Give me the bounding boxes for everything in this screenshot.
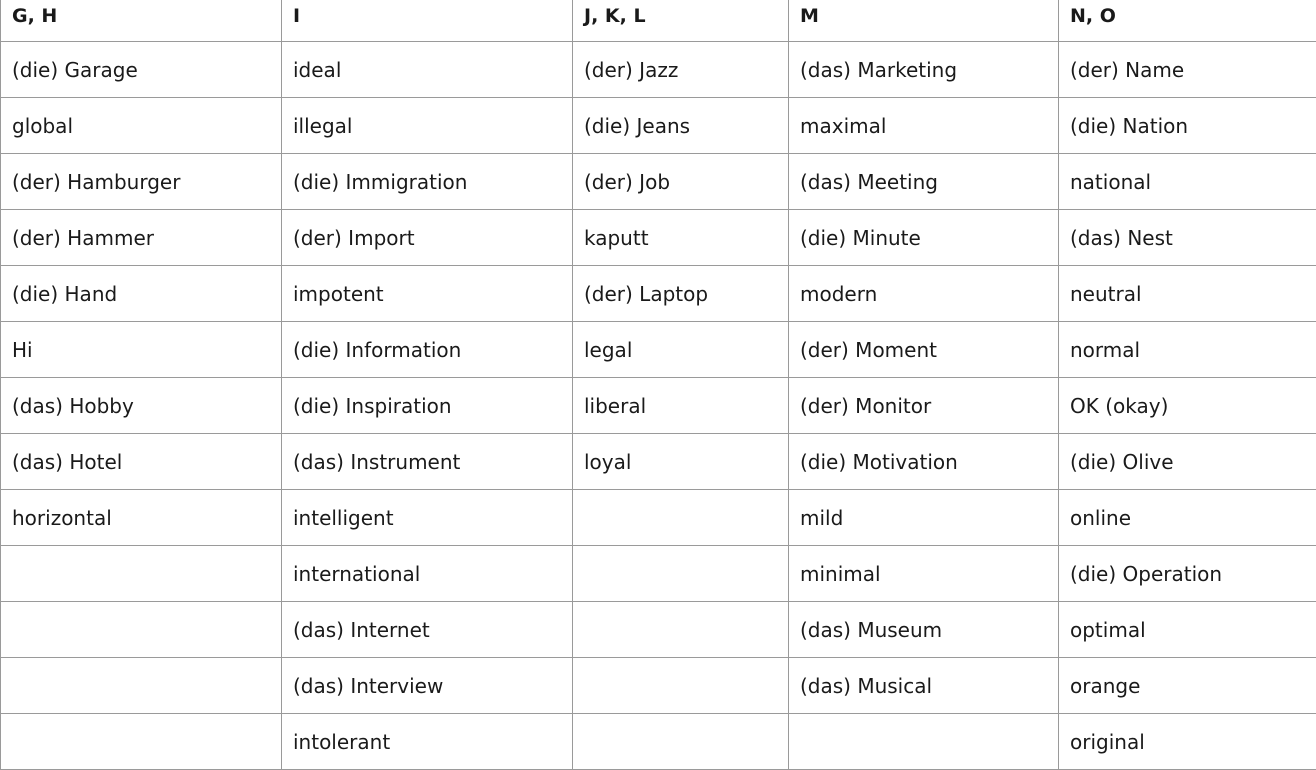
table-cell: (die) Minute	[789, 210, 1059, 266]
table-cell	[1, 602, 282, 658]
table-cell: OK (okay)	[1059, 378, 1316, 434]
table-row	[1, 546, 1316, 602]
table-cell: liberal	[573, 378, 789, 434]
table-row	[1, 602, 1316, 658]
table-cell	[1, 658, 282, 714]
column-header-g-h: G, H	[1, 0, 282, 42]
table-cell: (das) Musical	[789, 658, 1059, 714]
header-row	[1, 0, 1316, 42]
table-cell: orange	[1059, 658, 1316, 714]
column-header-m: M	[789, 0, 1059, 42]
table-cell: (der) Monitor	[789, 378, 1059, 434]
table-cell: original	[1059, 714, 1316, 770]
table-cell: (der) Import	[282, 210, 573, 266]
table-cell	[789, 714, 1059, 770]
table-cell: (die) Olive	[1059, 434, 1316, 490]
table-cell	[573, 602, 789, 658]
table-cell: normal	[1059, 322, 1316, 378]
table-row	[1, 658, 1316, 714]
table-cell: (das) Marketing	[789, 42, 1059, 98]
table-cell	[573, 658, 789, 714]
table-cell: (die) Garage	[1, 42, 282, 98]
table-cell: maximal	[789, 98, 1059, 154]
table-cell: optimal	[1059, 602, 1316, 658]
table-row	[1, 378, 1316, 434]
table-cell: (das) Interview	[282, 658, 573, 714]
table-cell	[1, 546, 282, 602]
table-cell: global	[1, 98, 282, 154]
table-cell: (das) Hotel	[1, 434, 282, 490]
table-cell: (das) Hobby	[1, 378, 282, 434]
table-cell: neutral	[1059, 266, 1316, 322]
table-cell: Hi	[1, 322, 282, 378]
table-cell: (der) Jazz	[573, 42, 789, 98]
table-cell: (das) Instrument	[282, 434, 573, 490]
table-cell: (das) Internet	[282, 602, 573, 658]
table-cell: intolerant	[282, 714, 573, 770]
table-cell: (die) Operation	[1059, 546, 1316, 602]
table-row	[1, 154, 1316, 210]
table-cell: loyal	[573, 434, 789, 490]
table-cell: (die) Nation	[1059, 98, 1316, 154]
table-cell: international	[282, 546, 573, 602]
table-cell: horizontal	[1, 490, 282, 546]
table-row	[1, 490, 1316, 546]
column-header-j-k-l: J, K, L	[573, 0, 789, 42]
table-cell: (die) Inspiration	[282, 378, 573, 434]
table-cell: (die) Motivation	[789, 434, 1059, 490]
table-cell: legal	[573, 322, 789, 378]
table-header	[1, 0, 1316, 42]
table-cell: (der) Moment	[789, 322, 1059, 378]
table-cell: (die) Hand	[1, 266, 282, 322]
table-cell: (der) Name	[1059, 42, 1316, 98]
table-cell: (die) Immigration	[282, 154, 573, 210]
table-cell: (der) Job	[573, 154, 789, 210]
table-cell: kaputt	[573, 210, 789, 266]
table-row	[1, 434, 1316, 490]
table-row	[1, 98, 1316, 154]
table-cell: (der) Hamburger	[1, 154, 282, 210]
table-cell	[573, 546, 789, 602]
table-row	[1, 714, 1316, 770]
table-cell: national	[1059, 154, 1316, 210]
table-cell: minimal	[789, 546, 1059, 602]
table-row	[1, 42, 1316, 98]
table-cell: (das) Meeting	[789, 154, 1059, 210]
column-header-n-o: N, O	[1059, 0, 1316, 42]
table-cell: intelligent	[282, 490, 573, 546]
table-cell: (der) Laptop	[573, 266, 789, 322]
table-row	[1, 210, 1316, 266]
table-cell: ideal	[282, 42, 573, 98]
table-cell	[573, 490, 789, 546]
table-cell: (die) Jeans	[573, 98, 789, 154]
table-cell: impotent	[282, 266, 573, 322]
table-cell: (das) Nest	[1059, 210, 1316, 266]
table-cell: illegal	[282, 98, 573, 154]
table-cell: online	[1059, 490, 1316, 546]
table-body	[1, 42, 1316, 770]
table-row	[1, 266, 1316, 322]
table-cell: modern	[789, 266, 1059, 322]
table-cell: mild	[789, 490, 1059, 546]
column-header-i: I	[282, 0, 573, 42]
table-row	[1, 322, 1316, 378]
table-cell	[1, 714, 282, 770]
table-cell: (der) Hammer	[1, 210, 282, 266]
table-cell: (das) Museum	[789, 602, 1059, 658]
table-cell: (die) Information	[282, 322, 573, 378]
table-cell	[573, 714, 789, 770]
